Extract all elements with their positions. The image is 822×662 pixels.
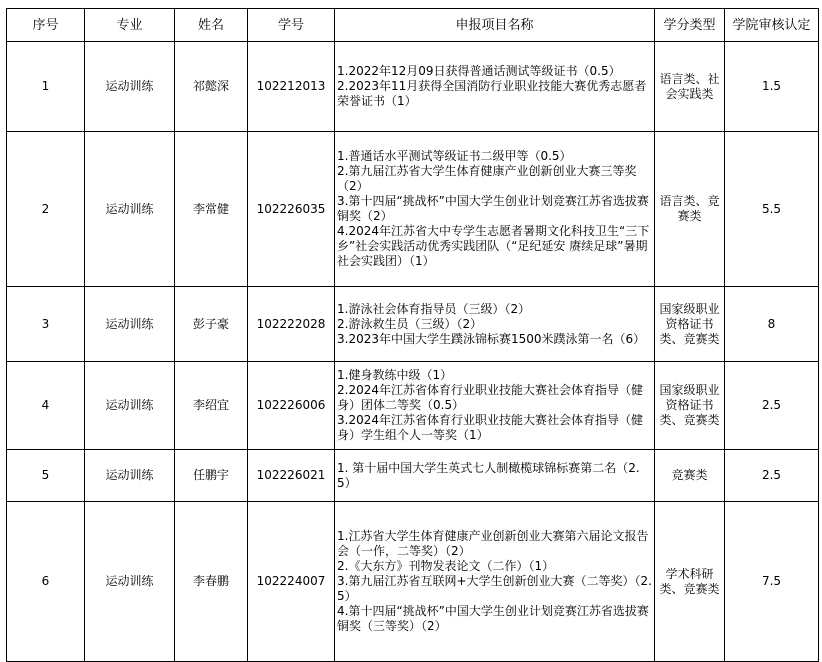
project-item: 1.健身教练中级（1） [337,368,453,382]
header-major: 专业 [85,9,175,42]
table-row [7,287,819,362]
cell-major: 运动训练 [85,362,175,450]
cell-name: 李常健 [175,132,248,287]
cell-no: 4 [7,362,85,450]
cell-approved: 2.5 [725,450,819,502]
cell-no: 1 [7,42,85,132]
cell-no: 5 [7,450,85,502]
cell-project-list [335,287,655,362]
cell-credit-type: 竞赛类 [655,450,725,502]
project-item: 1. 第十届中国大学生英式七人制橄榄球锦标赛第二名（2.5） [337,460,640,490]
cell-student-id: 102224007 [248,502,335,662]
table-row [7,450,819,502]
credit-table [6,8,819,662]
cell-approved: 7.5 [725,502,819,662]
project-item: 2.2023年11月获得全国消防行业职业技能大赛优秀志愿者荣誉证书（1） [337,79,647,108]
cell-project-list [335,450,655,502]
cell-no: 6 [7,502,85,662]
project-item: 3.第九届江苏省互联网+大学生创新创业大赛（二等奖）（2.5） [337,574,652,603]
cell-project-list [335,502,655,662]
cell-credit-type: 国家级职业资格证书类、竞赛类 [655,287,725,362]
header-name: 姓名 [175,9,248,42]
project-item: 2.第九届江苏省大学生体育健康产业创新创业大赛三等奖（2） [337,164,637,193]
project-item: 3.2023年中国大学生蹼泳锦标赛1500米蹼泳第一名（6） [337,331,646,346]
cell-name: 祁懿深 [175,42,248,132]
cell-approved: 8 [725,287,819,362]
project-item: 1.江苏省大学生体育健康产业创新创业大赛第六届论文报告会（一作，二等奖）（2） [337,529,649,558]
table-row [7,502,819,662]
cell-major: 运动训练 [85,502,175,662]
cell-student-id: 102226035 [248,132,335,287]
project-item: 1.普通话水平测试等级证书二级甲等（0.5） [337,149,572,163]
header-no: 序号 [7,9,85,42]
cell-major: 运动训练 [85,42,175,132]
cell-approved: 2.5 [725,362,819,450]
project-item: 2.2024年江苏省体育行业职业技能大赛社会体育指导（健身）团体二等奖（0.5） [337,383,643,412]
cell-name: 李绍宜 [175,362,248,450]
cell-project-list [335,42,655,132]
cell-approved: 1.5 [725,42,819,132]
cell-major: 运动训练 [85,132,175,287]
cell-credit-type: 学术科研类、竞赛类 [655,502,725,662]
cell-student-id: 102222028 [248,287,335,362]
table-header-row [7,9,819,42]
project-item: 1.游泳社会体育指导员（三级）（2） [337,301,531,316]
project-item: 3.第十四届“挑战杯”中国大学生创业计划竞赛江苏省选拔赛铜奖（2） [337,194,649,223]
project-item: 3.2024年江苏省体育行业职业技能大赛社会体育指导（健身）学生组个人一等奖（1） [337,413,643,442]
cell-name: 李春鹏 [175,502,248,662]
cell-major: 运动训练 [85,450,175,502]
cell-credit-type: 国家级职业资格证书类、竞赛类 [655,362,725,450]
project-item: 2.《大东方》刊物发表论文（二作）（1） [337,559,555,573]
cell-no: 3 [7,287,85,362]
table-row [7,362,819,450]
header-approved: 学院审核认定 [725,9,819,42]
cell-approved: 5.5 [725,132,819,287]
cell-credit-type: 语言类、社会实践类 [655,42,725,132]
cell-major: 运动训练 [85,287,175,362]
cell-credit-type: 语言类、竞赛类 [655,132,725,287]
cell-no: 2 [7,132,85,287]
cell-name: 任鹏宇 [175,450,248,502]
cell-student-id: 102212013 [248,42,335,132]
project-item: 4.2024年江苏省大中专学生志愿者暑期文化科技卫生“三下乡”社会实践活动优秀实践团队（“足纪延安 赓续足球”暑期社会实践团）（1） [337,224,650,268]
cell-student-id: 102226006 [248,362,335,450]
cell-name: 彭子豪 [175,287,248,362]
project-item: 2.游泳救生员（三级）（2） [337,316,483,331]
project-item: 1.2022年12月09日获得普通话测试等级证书（0.5） [337,64,621,78]
header-project: 申报项目名称 [335,9,655,42]
header-credit-type: 学分类型 [655,9,725,42]
table-row [7,132,819,287]
project-item: 4.第十四届“挑战杯”中国大学生创业计划竞赛江苏省选拔赛铜奖（三等奖）（2） [337,604,649,633]
cell-project-list [335,362,655,450]
table-row [7,42,819,132]
cell-project-list [335,132,655,287]
cell-student-id: 102226021 [248,450,335,502]
header-student-id: 学号 [248,9,335,42]
